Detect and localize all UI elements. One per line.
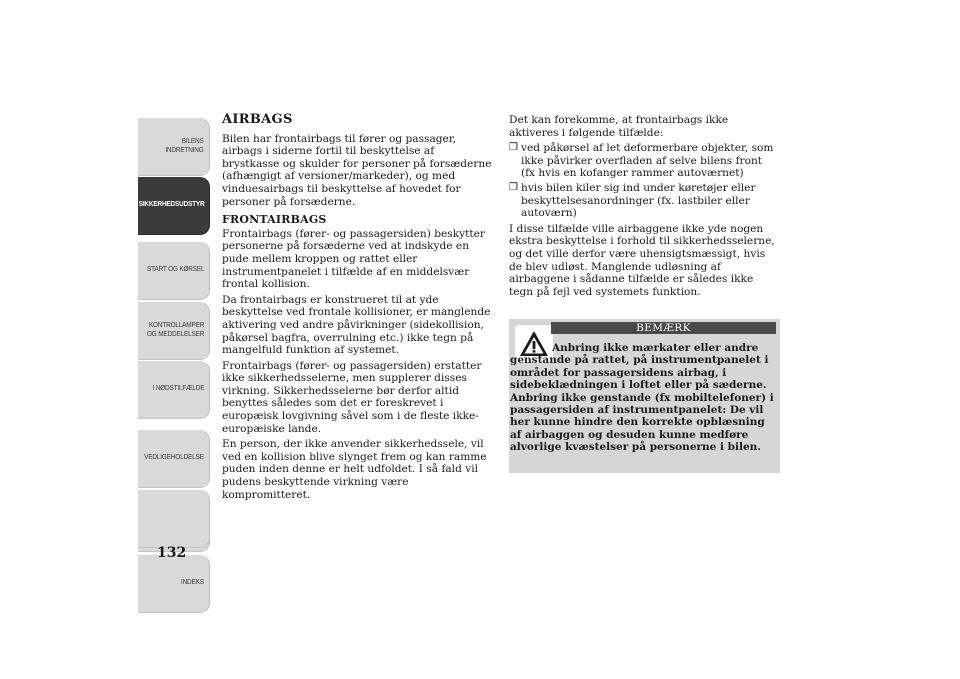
page-number: 132	[157, 545, 187, 561]
paragraph: Frontairbags (fører- og passagersiden) erstatter ikke sikkerhedsselerne, men supplerer disses virkning. Sikkerhedsselerne bør derfor altid benyttes således som det er foreskrevet i europæisk lovgivning såvel som i de fleste ikke-europæiske lande.	[222, 359, 482, 435]
tab-label: START OG KØRSEL	[146, 266, 204, 274]
note-header: BEMÆRK	[551, 322, 776, 334]
warning-note-box	[509, 319, 780, 473]
tab-indeks-spacer	[138, 490, 210, 548]
tab-label: SIKKERHEDSUDSTYR	[138, 201, 204, 209]
tab-start-og-korsel[interactable]	[138, 242, 210, 300]
tab-label: KONTROLLAMPER OG MEDDELELSER	[146, 322, 204, 338]
intro-paragraph: Bilen har frontairbags til fører og passager, airbags i siderne fortil til beskyttelse af brystkasse og skulder for personer på forsæderne (afhængigt af versioner/markeder), og med vinduesairbags til beskyttelse af hovedet for personer på forsæderne.	[222, 132, 492, 208]
checkbox-bullet-icon: ❒	[509, 181, 518, 193]
tab-sikkerhedsudstyr[interactable]	[138, 177, 210, 235]
tab-label: BILENS INDRETNING	[165, 138, 204, 154]
list-item-text: hvis bilen kiler sig ind under køretøjer eller beskyttelsesanordninger (fx. lastbiler eller autoværn)	[521, 181, 756, 220]
list-item	[509, 142, 779, 180]
tab-label: INDEKS	[181, 579, 204, 587]
tab-vedligeholdelse[interactable]	[138, 430, 210, 488]
paragraph: Frontairbags (fører- og passagersiden) beskytter personerne på forsæderne ved at indskyde en pude mellem kroppen og rattet eller instrumentpanelet i tilfælde af en middelsvær frontal kollision.	[222, 227, 485, 291]
tab-label: VEDLIGEHOLDELSE	[144, 454, 204, 462]
note-text: Anbring ikke mærkater eller andre genstande på rattet, på instrumentpanelet i området for passagersidens airbag, i sidebeklædningen i loftet eller på sæderne. Anbring ikke genstande (fx mobiltelefoner) i passagersiden af instrumentpanelet: De vil her kunne hindre den korrekte opblæsning af airbaggen og desuden kunne medføre alvorlige kvæstelser på personerne i bilen.	[510, 342, 774, 454]
list-item-text: ved påkørsel af let deformerbare objekter, som ikke påvirker overfladen af selve bilens front (fx hvis en kofanger rammer autoværnet)	[521, 142, 774, 180]
tab-label: I NØDSTILFÆLDE	[152, 385, 204, 393]
tab-i-nodstilfaelde[interactable]	[138, 361, 210, 419]
tab-kontrollamper[interactable]	[138, 302, 210, 360]
list-item	[509, 182, 779, 220]
section-title: AIRBAGS	[222, 112, 293, 127]
paragraph: Da frontairbags er konstrueret til at yde beskyttelse ved frontale kollisioner, er manglende aktivering ved andre påvirkninger (sidekollision, påkørsel bagfra, overrulning etc.) ikke tegn på mangelfuld funktion af systemet.	[222, 293, 491, 357]
paragraph: En person, der ikke anvender sikkerhedssele, vil ved en kollision blive slynget frem og kan ramme puden inden denne er helt udfoldet. I så fald vil pudens beskyttende virkning være kompromitteret.	[222, 438, 487, 501]
left-column	[222, 114, 494, 504]
subsection-title: FRONTAIRBAGS	[222, 213, 327, 227]
closing-paragraph: I disse tilfælde ville airbaggene ikke yde nogen ekstra beskyttelse i forhold til sikkerhedsselerne, og det ville derfor være uhensigtsmæssigt, hvis de blev udløst. Manglende udløsning af airbaggene i sådanne tilfælde er således ikke tegn på fejl ved systemets funktion.	[509, 222, 775, 298]
checkbox-bullet-icon: ❒	[509, 142, 518, 154]
bullet-list	[509, 142, 779, 220]
intro-paragraph: Det kan forekomme, at frontairbags ikke aktiveres i følgende tilfælde:	[509, 114, 729, 139]
tab-indeks[interactable]	[138, 555, 210, 613]
tab-bilens-indretning[interactable]	[138, 118, 210, 176]
right-column	[509, 114, 779, 301]
